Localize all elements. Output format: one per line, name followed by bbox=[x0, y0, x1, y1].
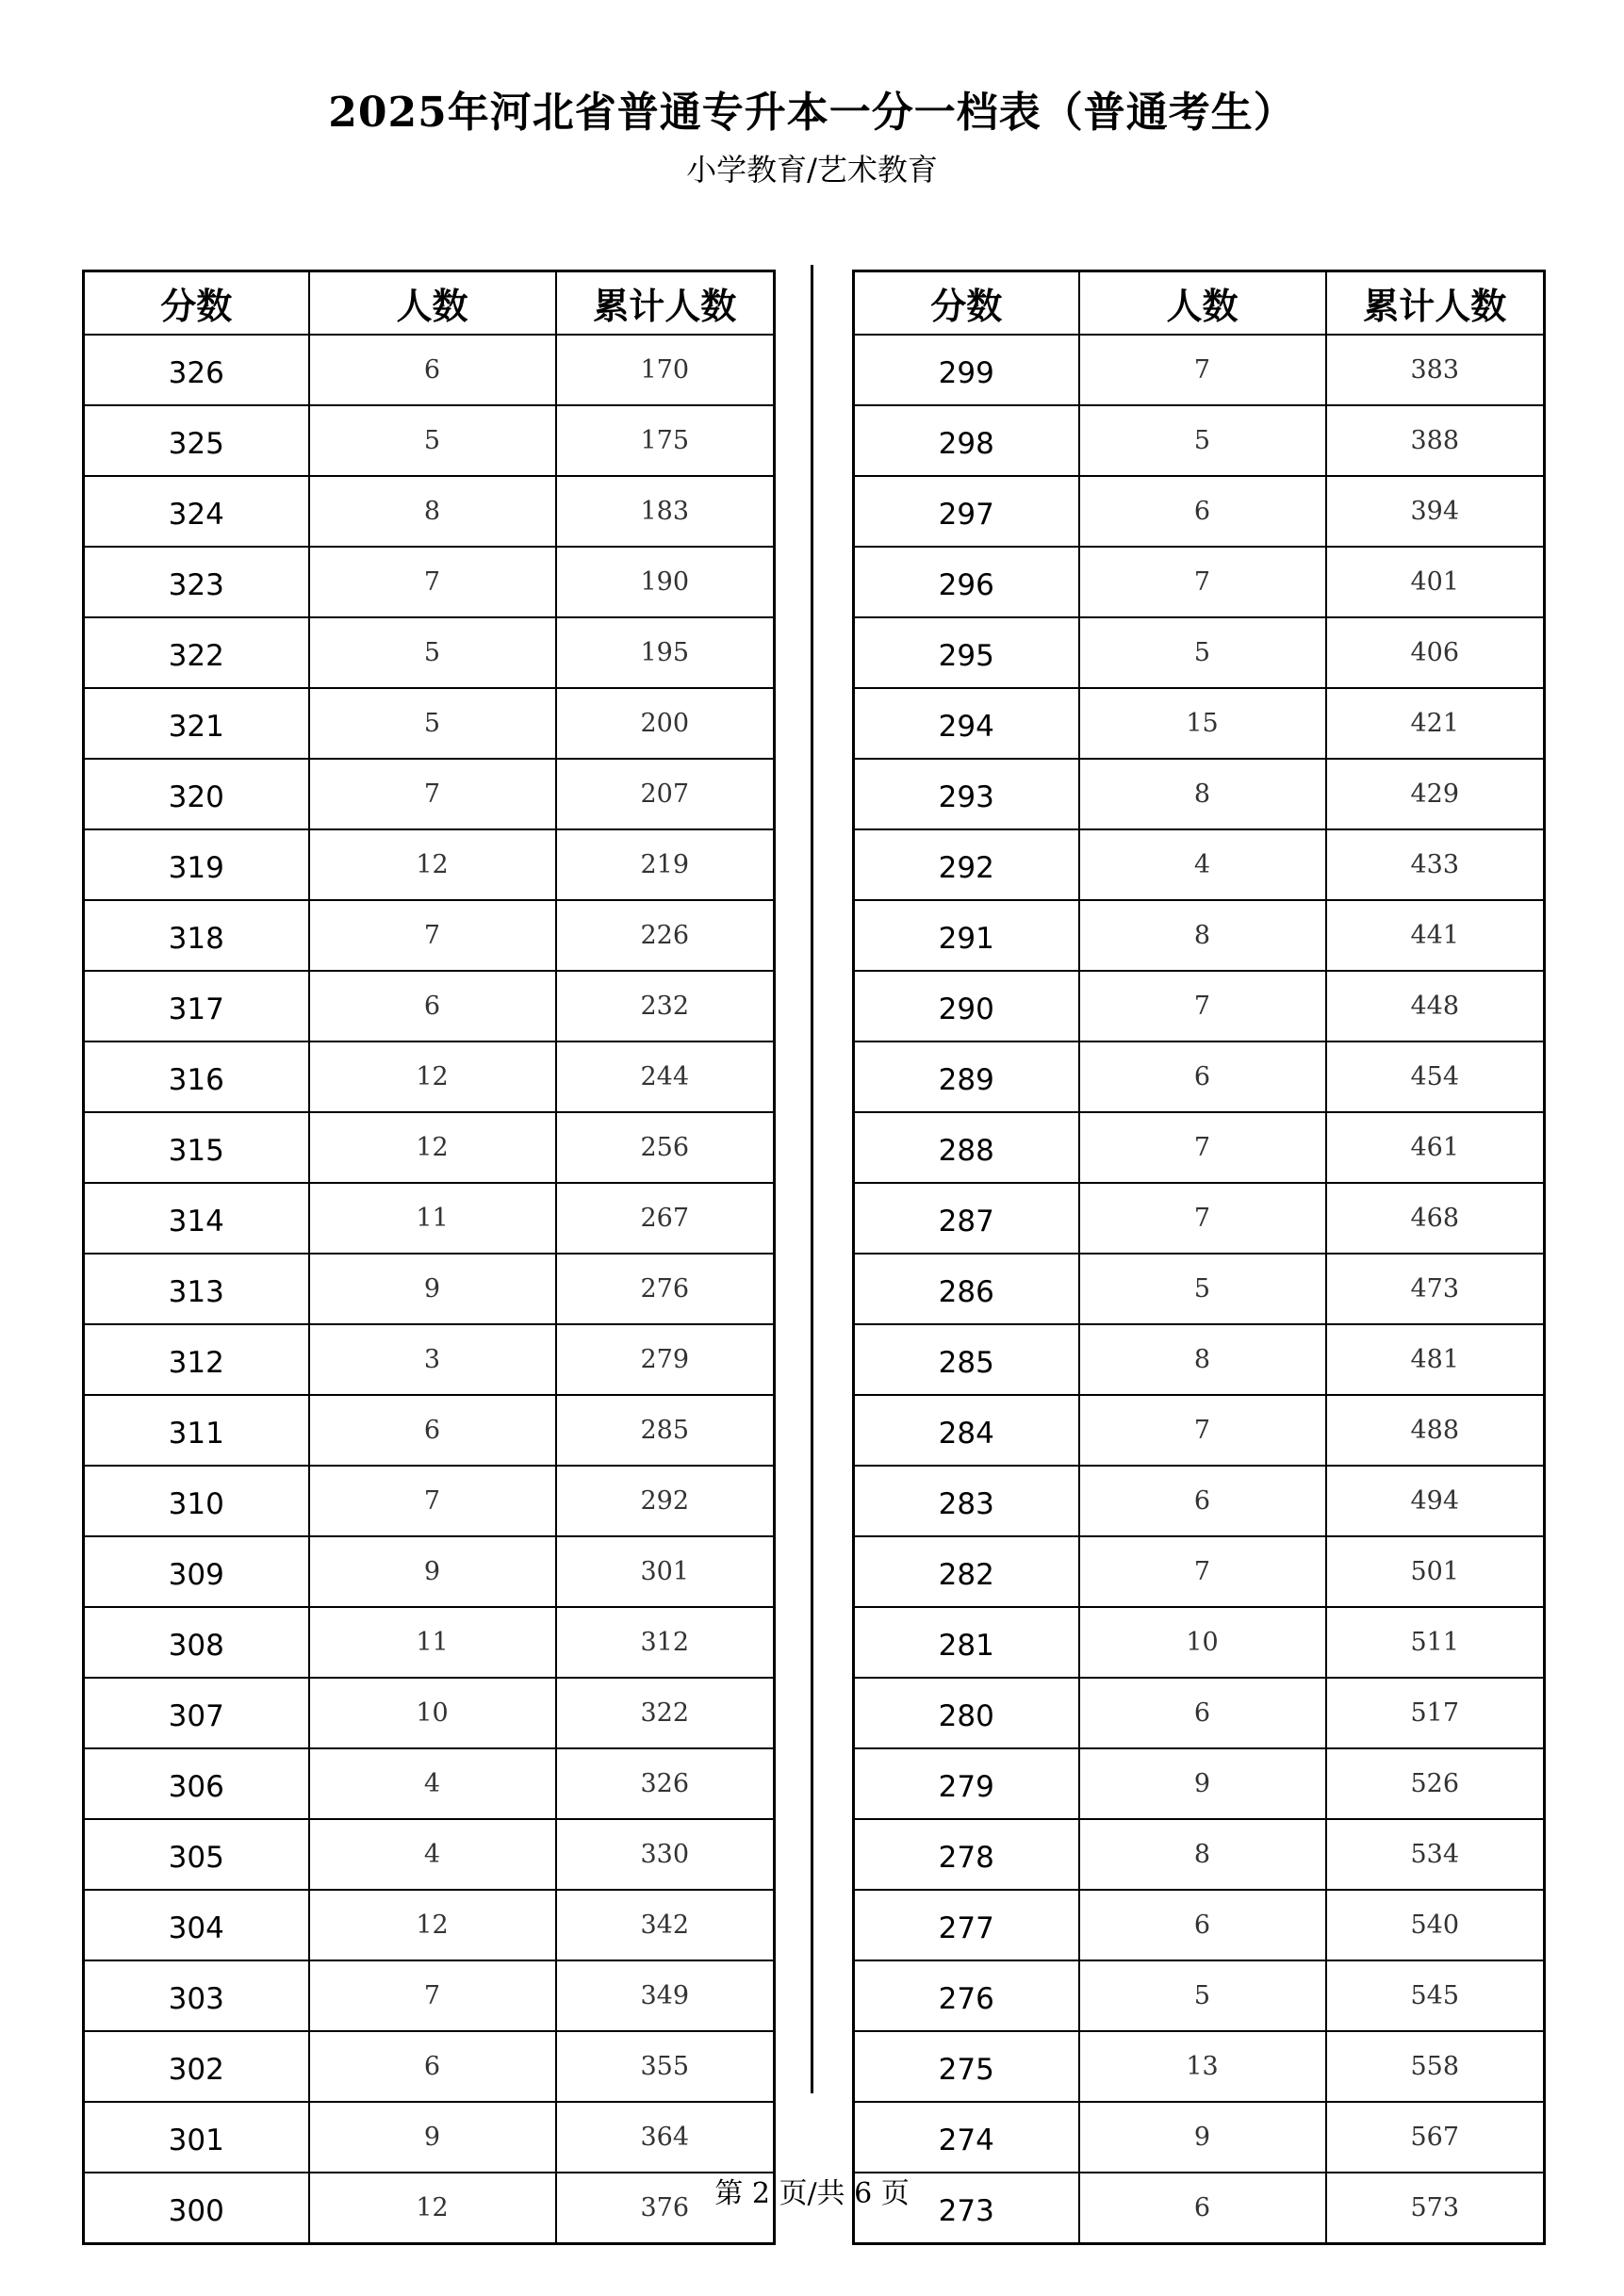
score-cell: 277 bbox=[854, 1890, 1079, 1960]
table-row bbox=[84, 1324, 775, 1395]
count-cell: 10 bbox=[1079, 1607, 1326, 1678]
score-cell: 314 bbox=[84, 1183, 309, 1254]
score-cell: 288 bbox=[854, 1112, 1079, 1183]
table-row bbox=[84, 476, 775, 547]
table-row bbox=[854, 971, 1545, 1041]
cum-cell: 267 bbox=[556, 1183, 775, 1254]
cum-cell: 540 bbox=[1326, 1890, 1545, 1960]
table-row bbox=[84, 335, 775, 405]
cum-cell: 330 bbox=[556, 1819, 775, 1890]
table-row bbox=[854, 405, 1545, 476]
cum-cell: 301 bbox=[556, 1536, 775, 1607]
cum-cell: 376 bbox=[556, 2173, 775, 2244]
count-cell: 3 bbox=[309, 1324, 556, 1395]
count-cell: 6 bbox=[1079, 1890, 1326, 1960]
table-row bbox=[84, 1041, 775, 1112]
count-cell: 9 bbox=[309, 1254, 556, 1324]
cum-cell: 501 bbox=[1326, 1536, 1545, 1607]
table-header-row bbox=[854, 271, 1545, 336]
count-cell: 7 bbox=[309, 900, 556, 971]
score-cell: 283 bbox=[854, 1466, 1079, 1536]
score-cell: 278 bbox=[854, 1819, 1079, 1890]
cum-cell: 364 bbox=[556, 2102, 775, 2173]
table-row bbox=[84, 2102, 775, 2173]
score-cell: 295 bbox=[854, 617, 1079, 688]
score-cell: 303 bbox=[84, 1960, 309, 2031]
score-cell: 275 bbox=[854, 2031, 1079, 2102]
header-score: 分数 bbox=[854, 271, 1079, 336]
count-cell: 9 bbox=[309, 1536, 556, 1607]
count-cell: 4 bbox=[1079, 829, 1326, 900]
score-cell: 299 bbox=[854, 335, 1079, 405]
count-cell: 11 bbox=[309, 1607, 556, 1678]
score-cell: 296 bbox=[854, 547, 1079, 617]
count-cell: 9 bbox=[1079, 2102, 1326, 2173]
count-cell: 6 bbox=[309, 335, 556, 405]
score-cell: 281 bbox=[854, 1607, 1079, 1678]
cum-cell: 175 bbox=[556, 405, 775, 476]
count-cell: 7 bbox=[1079, 335, 1326, 405]
table-row bbox=[84, 1112, 775, 1183]
table-row bbox=[84, 547, 775, 617]
cum-cell: 545 bbox=[1326, 1960, 1545, 2031]
table-row bbox=[854, 1819, 1545, 1890]
cum-cell: 226 bbox=[556, 900, 775, 971]
cum-cell: 190 bbox=[556, 547, 775, 617]
count-cell: 5 bbox=[1079, 1960, 1326, 2031]
table-row bbox=[854, 2102, 1545, 2173]
score-cell: 300 bbox=[84, 2173, 309, 2244]
table-row bbox=[854, 1607, 1545, 1678]
score-cell: 307 bbox=[84, 1678, 309, 1748]
count-cell: 4 bbox=[309, 1819, 556, 1890]
table-row bbox=[84, 1819, 775, 1890]
cum-cell: 292 bbox=[556, 1466, 775, 1536]
table-row bbox=[84, 1536, 775, 1607]
cum-cell: 256 bbox=[556, 1112, 775, 1183]
table-row bbox=[854, 1748, 1545, 1819]
count-cell: 5 bbox=[309, 688, 556, 759]
table-row bbox=[84, 688, 775, 759]
score-cell: 312 bbox=[84, 1324, 309, 1395]
cum-cell: 322 bbox=[556, 1678, 775, 1748]
score-cell: 316 bbox=[84, 1041, 309, 1112]
count-cell: 7 bbox=[309, 1960, 556, 2031]
cum-cell: 573 bbox=[1326, 2173, 1545, 2244]
score-cell: 282 bbox=[854, 1536, 1079, 1607]
cum-cell: 383 bbox=[1326, 335, 1545, 405]
count-cell: 5 bbox=[1079, 617, 1326, 688]
count-cell: 5 bbox=[1079, 1254, 1326, 1324]
score-cell: 289 bbox=[854, 1041, 1079, 1112]
score-table-right bbox=[852, 270, 1546, 2245]
table-row bbox=[84, 405, 775, 476]
score-cell: 311 bbox=[84, 1395, 309, 1466]
count-cell: 12 bbox=[309, 1112, 556, 1183]
score-cell: 313 bbox=[84, 1254, 309, 1324]
count-cell: 9 bbox=[1079, 1748, 1326, 1819]
count-cell: 11 bbox=[309, 1183, 556, 1254]
count-cell: 12 bbox=[309, 829, 556, 900]
score-cell: 273 bbox=[854, 2173, 1079, 2244]
count-cell: 12 bbox=[309, 1041, 556, 1112]
score-cell: 280 bbox=[854, 1678, 1079, 1748]
count-cell: 6 bbox=[1079, 1466, 1326, 1536]
cum-cell: 473 bbox=[1326, 1254, 1545, 1324]
cum-cell: 195 bbox=[556, 617, 775, 688]
table-row bbox=[84, 1890, 775, 1960]
score-cell: 290 bbox=[854, 971, 1079, 1041]
table-row bbox=[84, 971, 775, 1041]
cum-cell: 349 bbox=[556, 1960, 775, 2031]
count-cell: 8 bbox=[1079, 1324, 1326, 1395]
table-row bbox=[84, 1466, 775, 1536]
score-cell: 323 bbox=[84, 547, 309, 617]
table-row bbox=[854, 829, 1545, 900]
cum-cell: 441 bbox=[1326, 900, 1545, 971]
cum-cell: 481 bbox=[1326, 1324, 1545, 1395]
count-cell: 7 bbox=[309, 547, 556, 617]
score-cell: 279 bbox=[854, 1748, 1079, 1819]
cum-cell: 183 bbox=[556, 476, 775, 547]
cum-cell: 454 bbox=[1326, 1041, 1545, 1112]
count-cell: 6 bbox=[1079, 2173, 1326, 2244]
score-cell: 306 bbox=[84, 1748, 309, 1819]
score-cell: 304 bbox=[84, 1890, 309, 1960]
header-cumulative: 累计人数 bbox=[556, 271, 775, 336]
count-cell: 6 bbox=[309, 2031, 556, 2102]
cum-cell: 511 bbox=[1326, 1607, 1545, 1678]
page-subtitle: 小学教育/艺术教育 bbox=[686, 152, 938, 188]
count-cell: 10 bbox=[309, 1678, 556, 1748]
cum-cell: 488 bbox=[1326, 1395, 1545, 1466]
score-cell: 291 bbox=[854, 900, 1079, 971]
count-cell: 7 bbox=[1079, 1112, 1326, 1183]
count-cell: 6 bbox=[1079, 1041, 1326, 1112]
score-cell: 274 bbox=[854, 2102, 1079, 2173]
table-row bbox=[84, 759, 775, 829]
score-cell: 302 bbox=[84, 2031, 309, 2102]
table-row bbox=[854, 1112, 1545, 1183]
score-cell: 284 bbox=[854, 1395, 1079, 1466]
cum-cell: 285 bbox=[556, 1395, 775, 1466]
table-row bbox=[854, 1890, 1545, 1960]
table-row bbox=[854, 617, 1545, 688]
cum-cell: 558 bbox=[1326, 2031, 1545, 2102]
table-row bbox=[854, 2031, 1545, 2102]
page-title: 2025年河北省普通专升本一分一档表（普通考生） bbox=[328, 89, 1296, 137]
score-cell: 318 bbox=[84, 900, 309, 971]
cum-cell: 394 bbox=[1326, 476, 1545, 547]
table-row bbox=[854, 1395, 1545, 1466]
cum-cell: 534 bbox=[1326, 1819, 1545, 1890]
table-row bbox=[84, 1748, 775, 1819]
table-row bbox=[84, 1607, 775, 1678]
score-cell: 286 bbox=[854, 1254, 1079, 1324]
count-cell: 8 bbox=[1079, 759, 1326, 829]
score-cell: 324 bbox=[84, 476, 309, 547]
cum-cell: 170 bbox=[556, 335, 775, 405]
table-row bbox=[854, 1041, 1545, 1112]
count-cell: 5 bbox=[309, 405, 556, 476]
table-row bbox=[84, 829, 775, 900]
cum-cell: 433 bbox=[1326, 829, 1545, 900]
score-cell: 309 bbox=[84, 1536, 309, 1607]
table-row bbox=[84, 617, 775, 688]
cum-cell: 448 bbox=[1326, 971, 1545, 1041]
count-cell: 9 bbox=[309, 2102, 556, 2173]
table-row bbox=[854, 1324, 1545, 1395]
score-cell: 293 bbox=[854, 759, 1079, 829]
cum-cell: 406 bbox=[1326, 617, 1545, 688]
table-body-right bbox=[854, 335, 1545, 2244]
count-cell: 6 bbox=[309, 1395, 556, 1466]
table-row bbox=[84, 1960, 775, 2031]
count-cell: 6 bbox=[1079, 1678, 1326, 1748]
count-cell: 12 bbox=[309, 1890, 556, 1960]
count-cell: 7 bbox=[1079, 1395, 1326, 1466]
cum-cell: 342 bbox=[556, 1890, 775, 1960]
score-cell: 285 bbox=[854, 1324, 1079, 1395]
cum-cell: 468 bbox=[1326, 1183, 1545, 1254]
score-cell: 305 bbox=[84, 1819, 309, 1890]
cum-cell: 494 bbox=[1326, 1466, 1545, 1536]
cum-cell: 207 bbox=[556, 759, 775, 829]
score-cell: 292 bbox=[854, 829, 1079, 900]
count-cell: 5 bbox=[1079, 405, 1326, 476]
table-row bbox=[854, 688, 1545, 759]
table-row bbox=[854, 476, 1545, 547]
cum-cell: 388 bbox=[1326, 405, 1545, 476]
table-row bbox=[854, 1466, 1545, 1536]
header-count: 人数 bbox=[1079, 271, 1326, 336]
table-row bbox=[854, 759, 1545, 829]
cum-cell: 219 bbox=[556, 829, 775, 900]
table-row bbox=[854, 1960, 1545, 2031]
cum-cell: 326 bbox=[556, 1748, 775, 1819]
count-cell: 5 bbox=[309, 617, 556, 688]
score-cell: 297 bbox=[854, 476, 1079, 547]
score-cell: 315 bbox=[84, 1112, 309, 1183]
count-cell: 7 bbox=[309, 759, 556, 829]
table-row bbox=[84, 2031, 775, 2102]
cum-cell: 312 bbox=[556, 1607, 775, 1678]
table-row bbox=[84, 1678, 775, 1748]
table-row bbox=[854, 335, 1545, 405]
cum-cell: 200 bbox=[556, 688, 775, 759]
table-row bbox=[854, 1254, 1545, 1324]
count-cell: 7 bbox=[1079, 1183, 1326, 1254]
score-cell: 287 bbox=[854, 1183, 1079, 1254]
table-row bbox=[854, 1536, 1545, 1607]
score-cell: 317 bbox=[84, 971, 309, 1041]
score-cell: 308 bbox=[84, 1607, 309, 1678]
cum-cell: 429 bbox=[1326, 759, 1545, 829]
score-cell: 322 bbox=[84, 617, 309, 688]
count-cell: 7 bbox=[309, 1466, 556, 1536]
count-cell: 8 bbox=[1079, 900, 1326, 971]
count-cell: 7 bbox=[1079, 1536, 1326, 1607]
table-body-left bbox=[84, 335, 775, 2244]
count-cell: 7 bbox=[1079, 971, 1326, 1041]
table-row bbox=[84, 1183, 775, 1254]
cum-cell: 244 bbox=[556, 1041, 775, 1112]
count-cell: 13 bbox=[1079, 2031, 1326, 2102]
count-cell: 8 bbox=[309, 476, 556, 547]
header-count: 人数 bbox=[309, 271, 556, 336]
count-cell: 15 bbox=[1079, 688, 1326, 759]
score-cell: 319 bbox=[84, 829, 309, 900]
score-cell: 298 bbox=[854, 405, 1079, 476]
cum-cell: 517 bbox=[1326, 1678, 1545, 1748]
count-cell: 8 bbox=[1079, 1819, 1326, 1890]
table-row bbox=[854, 547, 1545, 617]
cum-cell: 232 bbox=[556, 971, 775, 1041]
score-cell: 276 bbox=[854, 1960, 1079, 2031]
score-table-left bbox=[82, 270, 776, 2245]
header-score: 分数 bbox=[84, 271, 309, 336]
table-row bbox=[84, 900, 775, 971]
score-cell: 310 bbox=[84, 1466, 309, 1536]
score-cell: 294 bbox=[854, 688, 1079, 759]
count-cell: 12 bbox=[309, 2173, 556, 2244]
cum-cell: 421 bbox=[1326, 688, 1545, 759]
column-divider bbox=[811, 265, 813, 2093]
table-row bbox=[854, 1183, 1545, 1254]
cum-cell: 401 bbox=[1326, 547, 1545, 617]
score-cell: 326 bbox=[84, 335, 309, 405]
table-row bbox=[84, 1395, 775, 1466]
cum-cell: 567 bbox=[1326, 2102, 1545, 2173]
table-row bbox=[854, 1678, 1545, 1748]
score-cell: 325 bbox=[84, 405, 309, 476]
cum-cell: 276 bbox=[556, 1254, 775, 1324]
table-row bbox=[854, 900, 1545, 971]
count-cell: 4 bbox=[309, 1748, 556, 1819]
score-cell: 320 bbox=[84, 759, 309, 829]
count-cell: 6 bbox=[1079, 476, 1326, 547]
table-row bbox=[84, 1254, 775, 1324]
count-cell: 7 bbox=[1079, 547, 1326, 617]
score-cell: 321 bbox=[84, 688, 309, 759]
cum-cell: 526 bbox=[1326, 1748, 1545, 1819]
cum-cell: 461 bbox=[1326, 1112, 1545, 1183]
score-cell: 301 bbox=[84, 2102, 309, 2173]
page-footer: 第 2 页/共 6 页 bbox=[714, 2177, 910, 2210]
cum-cell: 279 bbox=[556, 1324, 775, 1395]
header-cumulative: 累计人数 bbox=[1326, 271, 1545, 336]
cum-cell: 355 bbox=[556, 2031, 775, 2102]
count-cell: 6 bbox=[309, 971, 556, 1041]
table-header-row bbox=[84, 271, 775, 336]
